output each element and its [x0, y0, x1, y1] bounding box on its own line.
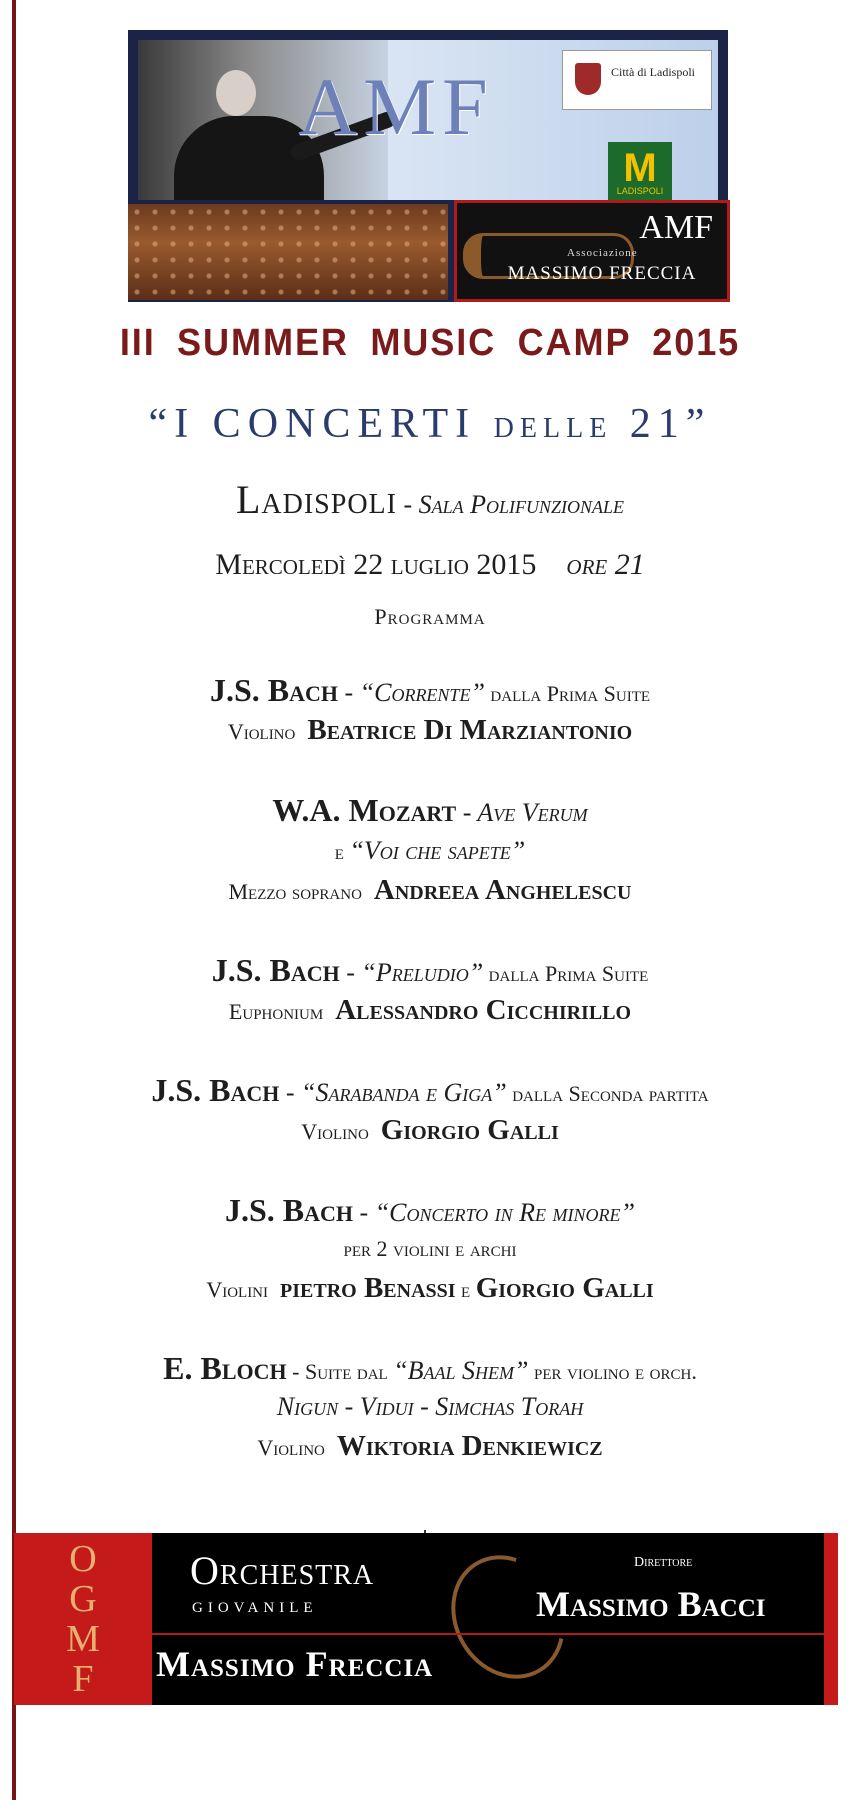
- footer-giovanile: giovanile: [192, 1593, 318, 1617]
- program-item-3-performer: [0, 994, 860, 1027]
- association-logo: [454, 200, 730, 302]
- golden-arches-icon: M: [623, 146, 657, 190]
- performer-role: Violino: [301, 1119, 369, 1144]
- program-item-5-detail: [0, 1236, 860, 1262]
- work-joiner: e: [334, 839, 350, 864]
- work-detail: dalla Prima Suite: [483, 961, 649, 986]
- performer-role: Mezzo soprano: [228, 879, 362, 904]
- work-title: “Voi che sapete”: [349, 836, 526, 865]
- performer-name: Alessandro Cicchirillo: [335, 994, 632, 1026]
- sponsor-logo: [608, 142, 672, 200]
- ogmf-letter: G: [69, 1578, 97, 1620]
- work-title: - “Concerto in Re minore”: [353, 1198, 635, 1227]
- work-title: - “Preludio”: [339, 958, 484, 987]
- composer: J.S. Bach: [209, 672, 338, 708]
- program-item-5-title: [0, 1192, 860, 1229]
- date-line: [0, 548, 860, 582]
- performer-name: Wiktoria Denkiewicz: [336, 1430, 603, 1462]
- footer-banner: [14, 1533, 838, 1705]
- camp-title: III SUMMER MUSIC CAMP 2015: [119, 322, 741, 364]
- venue-hall: - Sala Polifunzionale: [396, 490, 625, 519]
- event-date: Mercoledì 22 luglio 2015: [215, 548, 537, 581]
- venue-line: [0, 476, 860, 523]
- work-detail: dalla Seconda partita: [506, 1081, 709, 1106]
- association-label: Associazione: [567, 247, 638, 259]
- performer-role: Violino: [227, 719, 296, 744]
- program-item-4-title: [0, 1072, 860, 1109]
- amf-logo-text: AMF: [298, 61, 494, 152]
- performer-role: Violini: [206, 1277, 269, 1302]
- footer-red-strip: [824, 1533, 838, 1705]
- series-title-main: “I CONCERTI: [148, 401, 477, 447]
- program-item-1-title: [0, 672, 860, 709]
- program-item-1-performer: [0, 714, 860, 747]
- program-item-3-title: [0, 952, 860, 989]
- city-logo-label: Città di Ladispoli: [611, 65, 695, 79]
- program-item-6-performer: [0, 1430, 860, 1463]
- footer-founder-name: Massimo Freccia: [156, 1644, 434, 1684]
- series-title-small: DELLE: [493, 413, 613, 444]
- performer-role: Violino: [257, 1435, 325, 1460]
- composer: J.S. Bach: [225, 1192, 354, 1228]
- performer-name: pietro Benassi: [280, 1272, 456, 1304]
- performer-name: Andreea Anghelescu: [373, 874, 632, 906]
- ogmf-letter: O: [69, 1538, 97, 1580]
- program-item-5-performers: [0, 1272, 860, 1305]
- program-item-4-performer: [0, 1114, 860, 1147]
- ogmf-logo: [14, 1533, 152, 1705]
- header-banner: [128, 30, 728, 302]
- program-item-2-second-work: [0, 836, 860, 866]
- concert-series-title: [0, 400, 860, 448]
- performer-name: Giorgio Galli: [380, 1114, 559, 1146]
- work-prefix: - Suite dal: [286, 1359, 394, 1384]
- program-item-6-movements: [0, 1392, 860, 1422]
- banner-bottom-panel: [128, 200, 728, 302]
- program-heading: Programma: [374, 604, 486, 629]
- performer-joiner: e: [455, 1277, 476, 1302]
- association-logo-text: AMF: [639, 209, 713, 246]
- city-crest-icon: [575, 63, 601, 95]
- footer-orchestra: Orchestra: [190, 1548, 375, 1593]
- performer-role: Euphonium: [228, 999, 324, 1024]
- director-name: Massimo Bacci: [536, 1584, 766, 1624]
- composer: J.S. Bach: [151, 1072, 280, 1108]
- footer-divider: [152, 1633, 824, 1635]
- sponsor-logo-label: LADISPOLI: [616, 186, 664, 196]
- work-detail: dalla Prima Suite: [484, 681, 651, 706]
- work-detail: per violino e orch.: [528, 1359, 697, 1384]
- banner-top-panel: [138, 40, 718, 200]
- ogmf-letter: M: [66, 1618, 100, 1660]
- performer-name-2: Giorgio Galli: [475, 1272, 654, 1304]
- program-item-6-title: [0, 1350, 860, 1387]
- work-title: - “Sarabanda e Giga”: [279, 1078, 507, 1107]
- composer: W.A. Mozart: [272, 792, 457, 828]
- orchestra-photo: [128, 204, 448, 300]
- work-title: “Baal Shem”: [393, 1356, 529, 1385]
- movements: Nigun - Vidui - Simchas Torah: [276, 1392, 584, 1421]
- event-time: ore 21: [566, 548, 645, 581]
- conductor-head: [216, 70, 256, 116]
- composer: J.S. Bach: [211, 952, 340, 988]
- work-title: - “Corrente”: [337, 678, 485, 707]
- association-name: MASSIMO FRECCIA: [507, 263, 697, 284]
- work-detail: per 2 violini e archi: [343, 1236, 517, 1261]
- series-title-end: 21”: [629, 401, 712, 447]
- work-title: - Ave Verum: [456, 798, 588, 827]
- venue-city: Ladispoli: [235, 477, 397, 522]
- program-item-2-title: [0, 792, 860, 829]
- performer-name: Beatrice Di Marziantonio: [307, 714, 633, 746]
- city-logo: [562, 50, 712, 110]
- director-label: Direttore: [634, 1555, 693, 1570]
- composer: E. Bloch: [163, 1350, 287, 1386]
- program-item-2-performer: [0, 874, 860, 907]
- ogmf-letter: F: [72, 1658, 94, 1700]
